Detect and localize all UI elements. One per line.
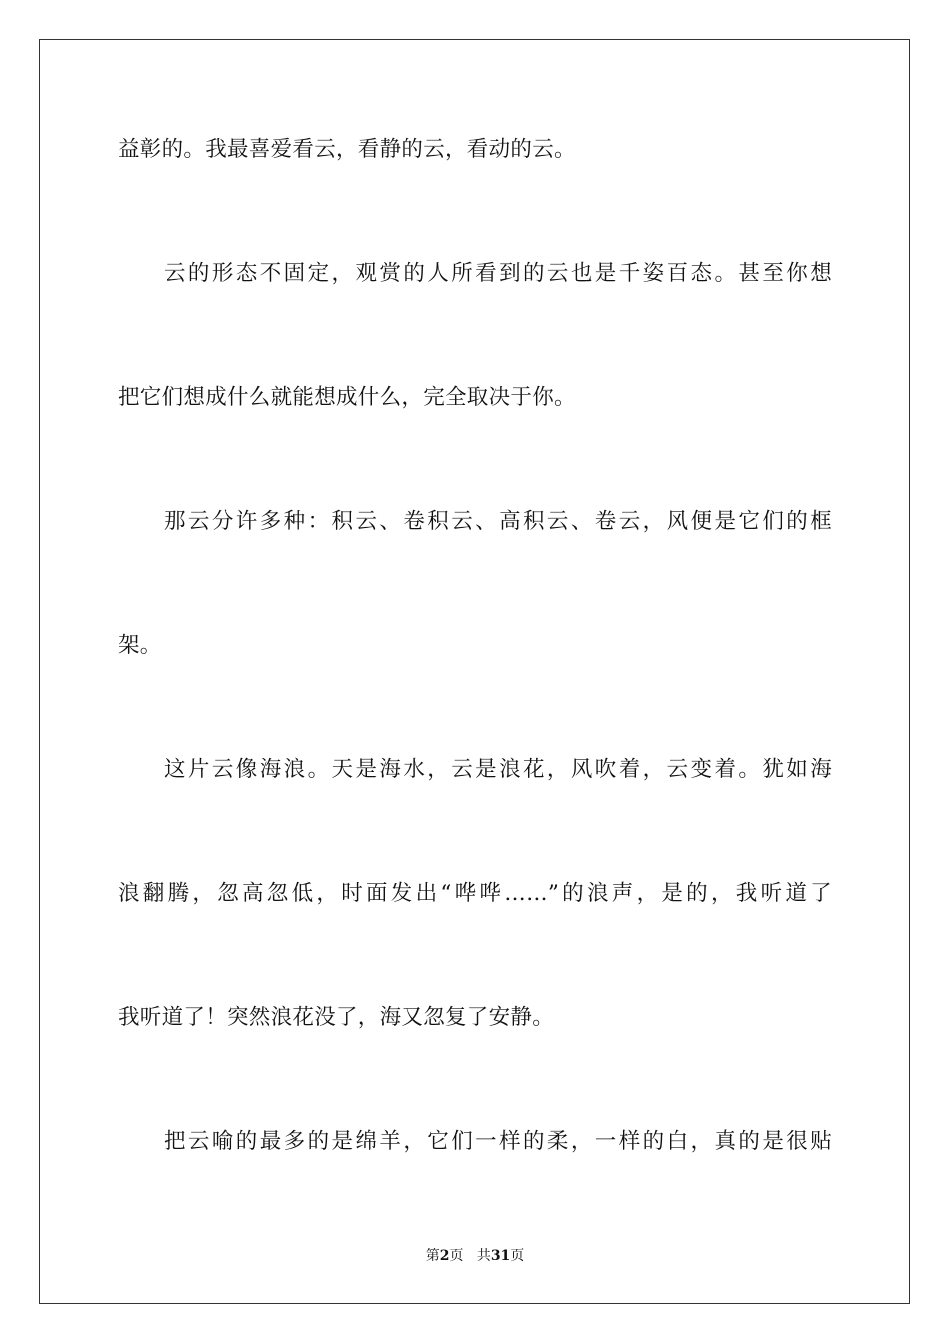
- footer-total-suffix: 页: [510, 1248, 525, 1264]
- text-line-9: 把云喻的最多的是绵羊，它们一样的柔，一样的白，真的是很贴: [164, 1129, 832, 1154]
- footer-page-suffix: 页: [449, 1248, 464, 1264]
- footer-page-number: 2: [439, 1248, 450, 1264]
- page-footer: [0, 1247, 950, 1265]
- text-line-6: 这片云像海浪。天是海水，云是浪花，风吹着，云变着。犹如海: [164, 757, 832, 782]
- text-line-2: 云的形态不固定，观赏的人所看到的云也是千姿百态。甚至你想: [164, 261, 832, 286]
- footer-total-pages: 31: [490, 1248, 511, 1264]
- text-line-1: 益彰的。我最喜爱看云，看静的云，看动的云。: [118, 137, 576, 162]
- text-line-3: 把它们想成什么就能想成什么，完全取决于你。: [118, 385, 576, 410]
- text-line-7: 浪翻腾，忽高忽低，时面发出“哗哗……”的浪声，是的，我听道了: [118, 881, 832, 906]
- text-line-8: 我听道了！突然浪花没了，海又忽复了安静。: [118, 1005, 555, 1030]
- footer-total-prefix: 共: [476, 1248, 491, 1264]
- text-line-5: 架。: [118, 633, 162, 658]
- page-frame: [39, 39, 910, 1304]
- footer-prefix: 第: [425, 1248, 440, 1264]
- text-line-4: 那云分许多种：积云、卷积云、高积云、卷云，风便是它们的框: [164, 509, 832, 534]
